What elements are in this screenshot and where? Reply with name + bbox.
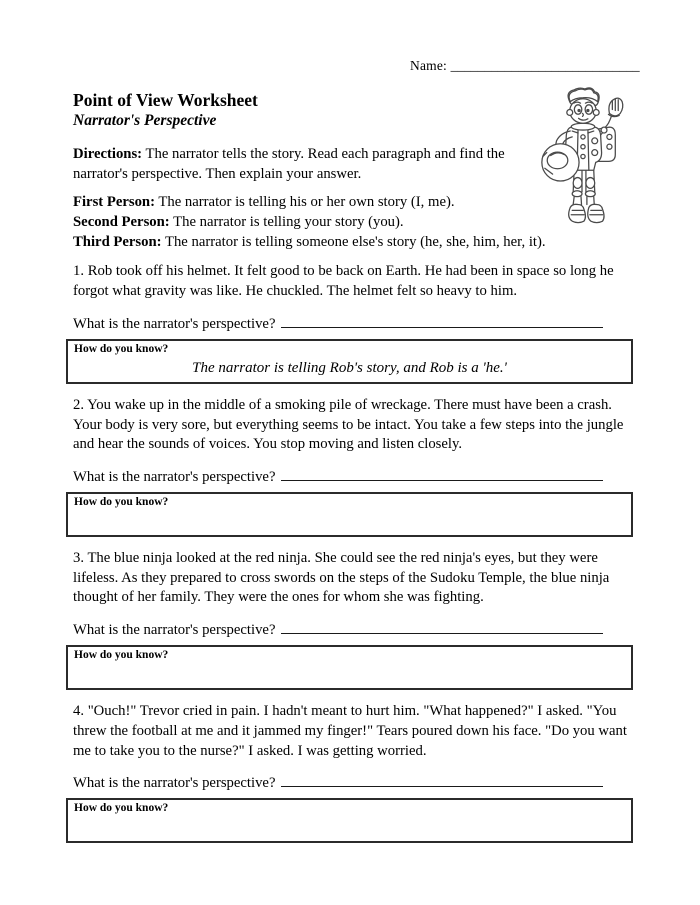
definition-label: Second Person: <box>73 214 170 230</box>
name-row <box>410 58 640 74</box>
question-label: What is the narrator's perspective? <box>73 315 276 332</box>
definition-third-person <box>73 233 635 253</box>
paragraph-text: The blue ninja looked at the red ninja. She could see the red ninja's eyes, but they were lifeless. As they prepared to cross swords on the steps of the Sudoku Temple, the blue ninja thought of her family. They were the ones for whom she was fighting. <box>73 550 610 606</box>
definition-first-person <box>73 193 635 213</box>
story-paragraph <box>73 702 635 761</box>
how-do-you-know-label: How do you know? <box>74 802 169 815</box>
question-label: What is the narrator's perspective? <box>73 622 276 639</box>
exercise-section-2 <box>73 396 635 537</box>
how-do-you-know-label: How do you know? <box>74 342 169 355</box>
answer-blank <box>281 314 603 328</box>
perspective-question <box>73 467 635 487</box>
answer-blank <box>281 467 603 481</box>
paragraph-number: 2. <box>73 396 85 413</box>
paragraph-text: You wake up in the middle of a smoking pile of wreckage. There must have been a crash. Your body is very sore, but everything seems to be intact. You take a few steps into the jungle and hear the sounds of voices. You stop moving and listen closely. <box>73 396 624 453</box>
definition-second-person <box>73 213 635 233</box>
paragraph-number: 4. <box>73 703 85 720</box>
story-paragraph <box>73 396 635 455</box>
pov-definitions <box>73 193 635 252</box>
answer-box <box>66 492 633 537</box>
exercise-section-3 <box>73 549 635 690</box>
page-title: Point of View Worksheet <box>73 90 258 110</box>
page-subtitle: Narrator's Perspective <box>73 112 217 130</box>
worksheet-content <box>73 90 635 855</box>
name-label: Name: <box>410 58 447 73</box>
answer-box <box>66 798 633 843</box>
answer-blank <box>281 620 603 634</box>
answer-blank <box>281 773 603 787</box>
paragraph-text: "Ouch!" Trevor cried in pain. I hadn't meant to hurt him. "What happened?" I asked. "You threw the football at me and it jammed my finger!" Tears poured down his face. "Do you want me to take you to the nurse?" I asked. I was getting worried. <box>73 703 627 759</box>
definition-text: The narrator is telling someone else's story (he, she, him, her, it). <box>164 233 546 250</box>
perspective-question <box>73 620 635 640</box>
definition-label: First Person: <box>73 194 155 211</box>
question-label: What is the narrator's perspective? <box>73 775 276 792</box>
definition-text: The narrator is telling his or her own story (I, me). <box>158 194 455 211</box>
directions <box>73 145 525 184</box>
answer-box <box>66 339 633 384</box>
definition-text: The narrator is telling your story (you). <box>173 214 404 230</box>
how-do-you-know-label: How do you know? <box>74 649 169 662</box>
how-do-you-know-label: How do you know? <box>74 496 169 509</box>
definition-label: Third Person: <box>73 233 162 250</box>
perspective-question <box>73 773 635 793</box>
exercise-sections <box>73 262 635 843</box>
directions-text: The narrator tells the story. Read each paragraph and find the narrator's perspective. Then explain your answer. <box>73 145 505 182</box>
answer-box <box>66 645 633 690</box>
directions-label: Directions: <box>73 145 143 162</box>
name-blank: ____________________________ <box>450 58 640 73</box>
paragraph-text: Rob took off his helmet. It felt good to be back on Earth. He had been in space so long he forgot what gravity was like. He chuckled. The helmet felt so heavy to him. <box>73 263 614 300</box>
paragraph-number: 1. <box>73 263 85 280</box>
story-paragraph <box>73 549 635 608</box>
story-paragraph <box>73 262 635 301</box>
exercise-section-4 <box>73 702 635 843</box>
paragraph-number: 3. <box>73 550 85 567</box>
perspective-question <box>73 314 635 334</box>
written-answer: The narrator is telling Rob's story, and Rob is a 'he.' <box>192 359 507 376</box>
question-label: What is the narrator's perspective? <box>73 468 276 485</box>
exercise-section-1 <box>73 262 635 383</box>
